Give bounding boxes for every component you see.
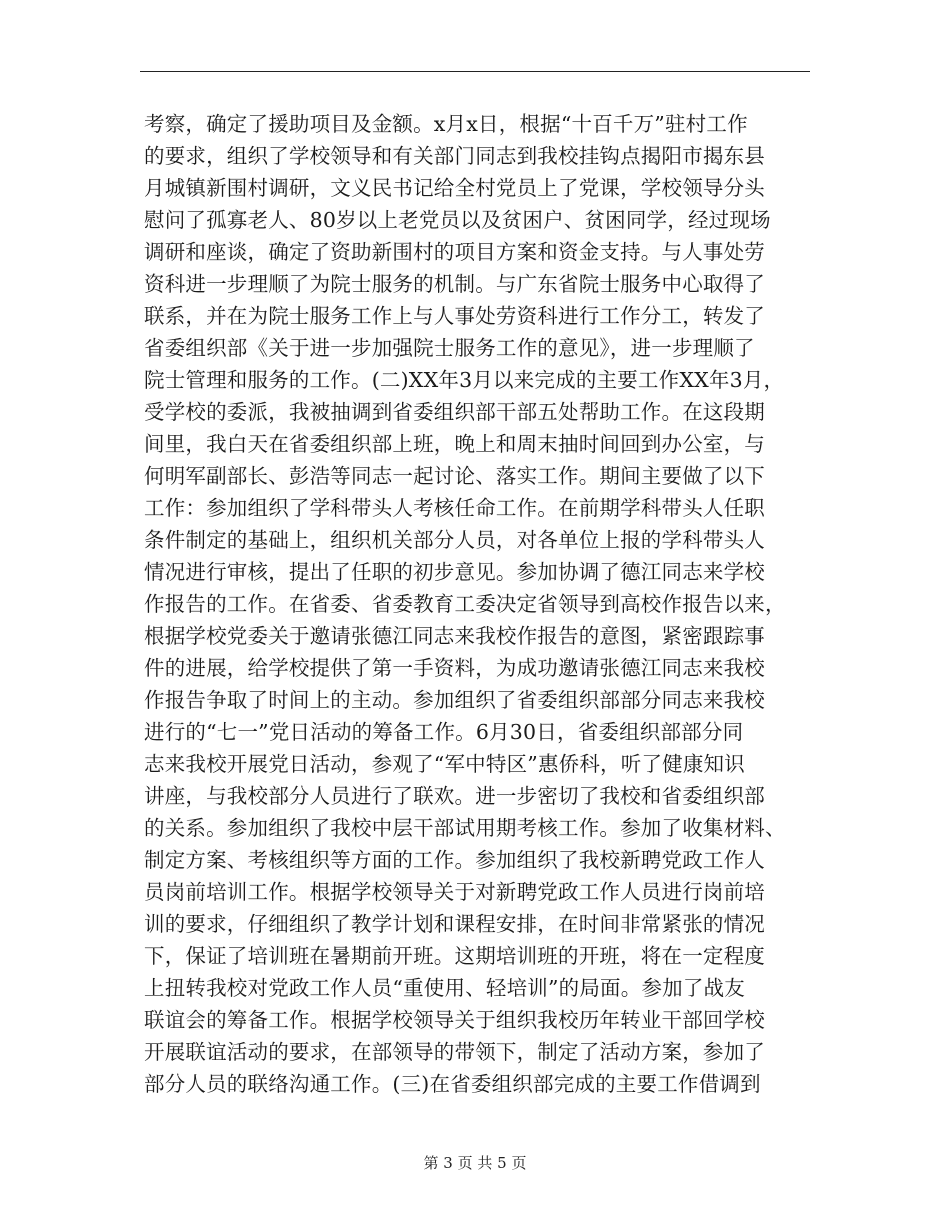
header-rule [140,71,810,72]
text-line: 下，保证了培训班在暑期前开班。这期培训班的开班，将在一定程度 [144,944,765,968]
page-footer: 第 3 页 共 5 页 [423,1154,527,1172]
text-line: 志来我校开展党日活动，参观了“军中特区”惠侨科，听了健康知识 [144,752,745,776]
text-line: 开展联谊活动的要求，在部领导的带领下，制定了活动方案，参加了 [144,1040,765,1064]
text-line: 联系，并在为院士服务工作上与人事处劳资科进行工作分工，转发了 [144,304,765,328]
text-line: 作报告的工作。在省委、省委教育工委决定省领导到高校作报告以来， [144,592,786,616]
text-line: 何明军副部长、彭浩等同志一起讨论、落实工作。期间主要做了以下 [144,464,765,488]
text-line: 进行的“七一”党日活动的筹备工作。6月30日，省委组织部部分同 [144,720,744,744]
text-line: 制定方案、考核组织等方面的工作。参加组织了我校新聘党政工作人 [144,848,765,872]
text-line: 联谊会的筹备工作。根据学校领导关于组织我校历年转业干部回学校 [144,1008,765,1032]
text-line: 考察，确定了援助项目及金额。x月x日，根据“十百千万”驻村工作 [144,112,748,136]
text-line: 受学校的委派，我被抽调到省委组织部干部五处帮助工作。在这段期 [144,400,765,424]
text-line: 的要求，组织了学校领导和有关部门同志到我校挂钩点揭阳市揭东县 [144,144,765,168]
text-line: 作报告争取了时间上的主动。参加组织了省委组织部部分同志来我校 [144,688,765,712]
text-line: 省委组织部《关于进一步加强院士服务工作的意见》，进一步理顺了 [144,336,755,360]
text-line: 件的进展，给学校提供了第一手资料，为成功邀请张德江同志来我校 [144,656,765,680]
text-line: 上扭转我校对党政工作人员“重使用、轻培训”的局面。参加了战友 [144,976,745,1000]
body-text [144,108,824,1100]
text-line: 间里，我白天在省委组织部上班，晚上和周末抽时间回到办公室，与 [144,432,765,456]
text-line: 慰问了孤寡老人、80岁以上老党员以及贫困户、贫困同学，经过现场 [144,208,771,232]
text-line: 调研和座谈，确定了资助新围村的项目方案和资金支持。与人事处劳 [144,240,765,264]
text-line: 资科进一步理顺了为院士服务的机制。与广东省院士服务中心取得了 [144,272,765,296]
text-line: 工作：参加组织了学科带头人考核任命工作。在前期学科带头人任职 [144,496,765,520]
text-line: 的关系。参加组织了我校中层干部试用期考核工作。参加了收集材料、 [144,816,786,840]
text-line: 根据学校党委关于邀请张德江同志来我校作报告的意图，紧密跟踪事 [144,624,765,648]
text-line: 员岗前培训工作。根据学校领导关于对新聘党政工作人员进行岗前培 [144,880,765,904]
text-line: 部分人员的联络沟通工作。(三)在省委组织部完成的主要工作借调到 [144,1072,761,1096]
text-line: 月城镇新围村调研，文义民书记给全村党员上了党课，学校领导分头 [144,176,765,200]
text-line: 院士管理和服务的工作。(二)XX年3月以来完成的主要工作XX年3月， [144,368,785,392]
text-line: 条件制定的基础上，组织机关部分人员，对各单位上报的学科带头人 [144,528,765,552]
text-line: 情况进行审核，提出了任职的初步意见。参加协调了德江同志来学校 [144,560,765,584]
text-line: 训的要求，仔细组织了教学计划和课程安排，在时间非常紧张的情况 [144,912,765,936]
text-line: 讲座，与我校部分人员进行了联欢。进一步密切了我校和省委组织部 [144,784,765,808]
